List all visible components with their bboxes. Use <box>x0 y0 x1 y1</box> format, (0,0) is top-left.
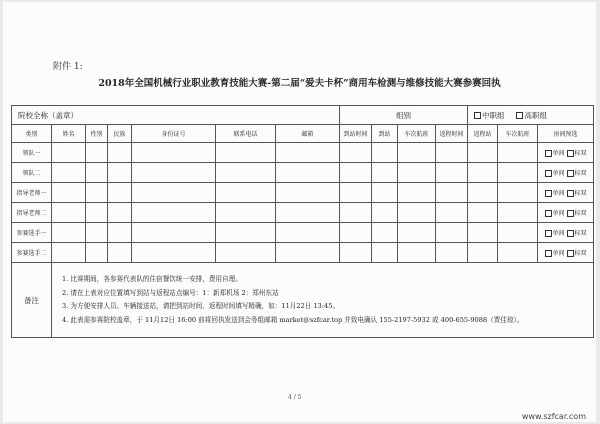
double-room-label: 标双 <box>574 190 587 197</box>
table-cell[interactable] <box>372 143 398 163</box>
table-cell[interactable] <box>468 143 498 163</box>
table-cell[interactable] <box>52 183 86 203</box>
table-cell[interactable] <box>52 163 86 183</box>
room-choice-cell <box>538 183 594 203</box>
double-room-label: 标双 <box>574 210 587 217</box>
table-cell[interactable] <box>132 143 216 163</box>
single-room-checkbox[interactable] <box>545 210 552 217</box>
single-room-label: 单间 <box>552 150 565 157</box>
table-cell[interactable] <box>468 223 498 243</box>
single-room-checkbox[interactable] <box>545 150 552 157</box>
table-cell[interactable] <box>52 143 86 163</box>
table-cell[interactable] <box>398 223 436 243</box>
table-cell[interactable] <box>340 223 372 243</box>
table-cell[interactable] <box>86 143 108 163</box>
table-cell[interactable] <box>436 143 468 163</box>
notes-label: 备注 <box>12 263 52 338</box>
room-choice-cell <box>538 143 594 163</box>
table-cell[interactable] <box>398 163 436 183</box>
table-cell[interactable] <box>108 243 132 263</box>
table-cell[interactable] <box>216 243 276 263</box>
table-cell[interactable] <box>498 223 538 243</box>
column-header: 民族 <box>108 125 132 143</box>
table-cell[interactable] <box>372 223 398 243</box>
column-header: 返程站 <box>468 125 498 143</box>
double-room-checkbox[interactable] <box>567 170 574 177</box>
row-category: 参赛选手二 <box>12 243 52 263</box>
table-cell[interactable] <box>276 243 340 263</box>
header-row <box>12 106 594 125</box>
table-cell[interactable] <box>340 183 372 203</box>
table-cell[interactable] <box>216 183 276 203</box>
note-item: 2. 请在上表对应位置填写到站与返程站点编号：1：新郑机场 2：郑州东站 <box>62 288 279 297</box>
single-room-label: 单间 <box>552 250 565 257</box>
middle-group-label: 中职组 <box>482 110 505 120</box>
column-header: 类别 <box>12 125 52 143</box>
table-cell[interactable] <box>86 223 108 243</box>
double-room-checkbox[interactable] <box>567 250 574 257</box>
notes-row <box>12 263 594 338</box>
table-cell[interactable] <box>86 183 108 203</box>
table-cell[interactable] <box>108 183 132 203</box>
page-number: 4 / 5 <box>288 394 302 401</box>
column-header: 返程时间 <box>436 125 468 143</box>
middle-group-checkbox[interactable] <box>474 112 481 119</box>
table-cell[interactable] <box>132 163 216 183</box>
table-cell[interactable] <box>132 183 216 203</box>
table-cell[interactable] <box>340 203 372 223</box>
table-cell[interactable] <box>398 203 436 223</box>
table-cell[interactable] <box>276 183 340 203</box>
table-cell[interactable] <box>372 163 398 183</box>
table-cell[interactable] <box>340 243 372 263</box>
column-header: 性别 <box>86 125 108 143</box>
table-cell[interactable] <box>498 243 538 263</box>
table-cell[interactable] <box>468 243 498 263</box>
table-cell[interactable] <box>216 163 276 183</box>
column-header: 车次航班 <box>498 125 538 143</box>
table-cell[interactable] <box>372 203 398 223</box>
table-cell[interactable] <box>108 163 132 183</box>
table-cell[interactable] <box>108 143 132 163</box>
row-category: 参赛选手一 <box>12 223 52 243</box>
table-row <box>12 203 594 223</box>
table-cell[interactable] <box>340 143 372 163</box>
table-cell[interactable] <box>398 143 436 163</box>
school-name-label: 院校全称（盖章） <box>12 106 340 125</box>
table-cell[interactable] <box>372 243 398 263</box>
single-room-checkbox[interactable] <box>545 230 552 237</box>
column-header: 联系电话 <box>216 125 276 143</box>
single-room-label: 单间 <box>552 190 565 197</box>
single-room-checkbox[interactable] <box>545 170 552 177</box>
room-choice-cell <box>538 163 594 183</box>
table-cell[interactable] <box>132 203 216 223</box>
table-cell[interactable] <box>276 203 340 223</box>
table-cell[interactable] <box>436 163 468 183</box>
participant-rows <box>12 143 594 263</box>
double-room-label: 标双 <box>574 250 587 257</box>
table-cell[interactable] <box>398 183 436 203</box>
double-room-checkbox[interactable] <box>567 210 574 217</box>
table-row <box>12 163 594 183</box>
table-row <box>12 243 594 263</box>
table-cell[interactable] <box>132 243 216 263</box>
table-cell[interactable] <box>86 243 108 263</box>
room-choice-cell <box>538 223 594 243</box>
double-room-checkbox[interactable] <box>567 190 574 197</box>
table-cell[interactable] <box>498 203 538 223</box>
registration-table <box>11 105 594 338</box>
single-room-label: 单间 <box>552 230 565 237</box>
column-header: 房间预选 <box>538 125 594 143</box>
room-choice-cell <box>538 243 594 263</box>
table-cell[interactable] <box>436 243 468 263</box>
single-room-label: 单间 <box>552 170 565 177</box>
table-cell[interactable] <box>498 183 538 203</box>
table-cell[interactable] <box>276 223 340 243</box>
note-item: 4. 此表需参赛院校盖章，于 11月12日 16:00 前将回执发送到会务组邮箱 market@szfcar.top 并致电确认 155-2197-5932 或 400-655-9088（贾佳琼）。 <box>62 315 524 324</box>
table-cell[interactable] <box>108 223 132 243</box>
table-cell[interactable] <box>436 183 468 203</box>
table-cell[interactable] <box>86 163 108 183</box>
double-room-label: 标双 <box>574 150 587 157</box>
column-header: 邮箱 <box>276 125 340 143</box>
table-cell[interactable] <box>468 183 498 203</box>
table-row <box>12 143 594 163</box>
table-cell[interactable] <box>86 203 108 223</box>
note-item: 3. 为方便安排人员、车辆接送站，请把到站时间、返程时间填写精确，如：11月22日 13:45。 <box>62 302 340 310</box>
double-room-label: 标双 <box>574 170 587 177</box>
single-room-label: 单间 <box>552 210 565 217</box>
double-room-label: 标双 <box>574 230 587 237</box>
table-cell[interactable] <box>468 203 498 223</box>
document-title: 2018年全国机械行业职业教育技能大赛-第二届“爱夫卡杯”商用车检测与维修技能大赛参赛回执 <box>98 78 501 89</box>
column-header: 姓名 <box>52 125 86 143</box>
notes-list <box>52 263 594 338</box>
table-cell[interactable] <box>498 163 538 183</box>
table-cell[interactable] <box>216 203 276 223</box>
single-room-checkbox[interactable] <box>545 250 552 257</box>
table-cell[interactable] <box>398 243 436 263</box>
row-category: 指导老师一 <box>12 183 52 203</box>
table-row <box>12 223 594 243</box>
table-cell[interactable] <box>216 223 276 243</box>
column-header: 到站 <box>372 125 398 143</box>
column-header: 车次航班 <box>398 125 436 143</box>
table-cell[interactable] <box>340 163 372 183</box>
table-cell[interactable] <box>498 143 538 163</box>
table-cell[interactable] <box>276 143 340 163</box>
group-label: 组别 <box>340 106 468 125</box>
table-cell[interactable] <box>52 203 86 223</box>
room-choice-cell <box>538 203 594 223</box>
table-cell[interactable] <box>52 243 86 263</box>
column-header: 身份证号 <box>132 125 216 143</box>
single-room-checkbox[interactable] <box>545 190 552 197</box>
column-header: 到站时间 <box>340 125 372 143</box>
row-category: 领队二 <box>12 163 52 183</box>
table-cell[interactable] <box>108 203 132 223</box>
row-category: 领队一 <box>12 143 52 163</box>
table-cell[interactable] <box>468 163 498 183</box>
table-cell[interactable] <box>132 223 216 243</box>
table-cell[interactable] <box>436 223 468 243</box>
row-category: 指导老师二 <box>12 203 52 223</box>
site-watermark: www.szfcar.com <box>521 412 586 421</box>
table-cell[interactable] <box>216 143 276 163</box>
table-cell[interactable] <box>52 223 86 243</box>
column-header-row <box>12 125 594 143</box>
higher-group-label: 高职组 <box>524 110 547 120</box>
group-options <box>468 106 594 125</box>
higher-group-checkbox[interactable] <box>516 112 523 119</box>
table-row <box>12 183 594 203</box>
note-item: 1. 比赛期间，各参赛代表队的住宿餐饮统一安排，费用自理。 <box>62 275 242 283</box>
double-room-checkbox[interactable] <box>567 150 574 157</box>
document-page <box>3 2 596 422</box>
double-room-checkbox[interactable] <box>567 230 574 237</box>
table-cell[interactable] <box>372 183 398 203</box>
table-cell[interactable] <box>436 203 468 223</box>
attachment-label: 附件 1: <box>53 62 83 72</box>
table-cell[interactable] <box>276 163 340 183</box>
